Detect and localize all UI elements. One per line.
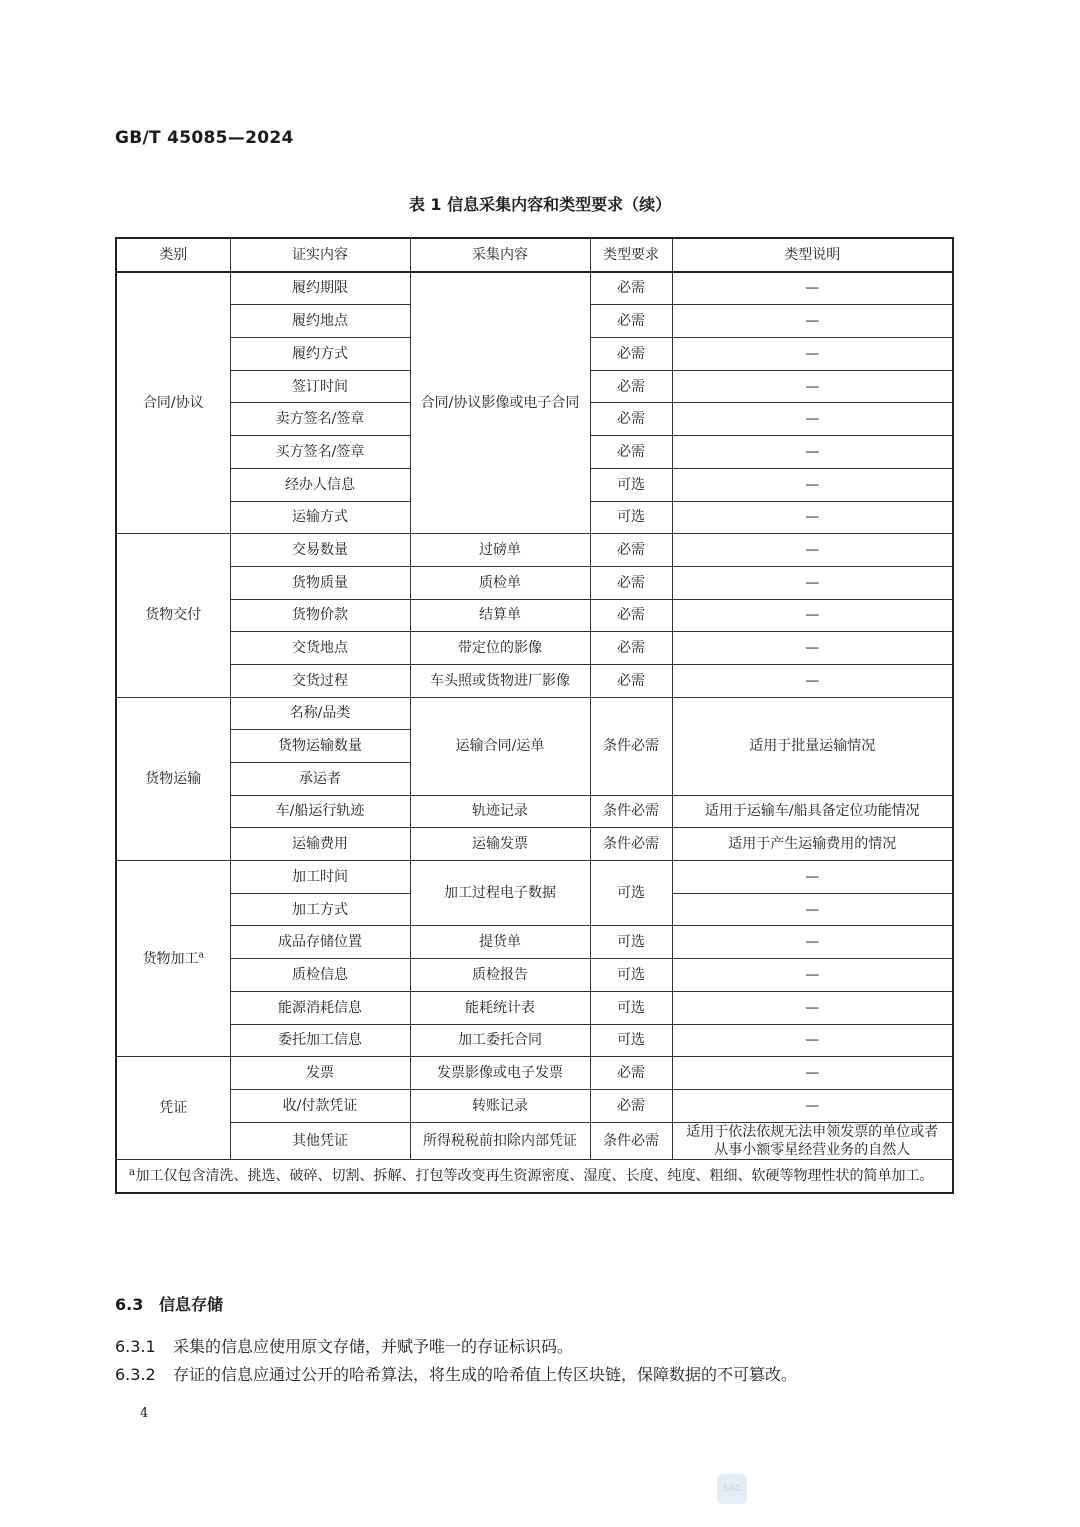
note-cell: 适用于批量运输情况 [672, 697, 953, 795]
req-cell: 必需 [590, 534, 672, 567]
note-cell: — [672, 1057, 953, 1090]
note-cell: — [672, 861, 953, 894]
item-cell: 名称/品类 [230, 697, 410, 730]
column-header: 类别 [116, 238, 230, 272]
note-cell: — [672, 926, 953, 959]
category-text: 货物加工 [142, 950, 199, 967]
column-header: 类型说明 [672, 238, 953, 272]
req-cell: 必需 [590, 599, 672, 632]
info-collection-table [115, 237, 954, 1194]
note-cell: — [672, 403, 953, 436]
category-cell: 合同/协议 [116, 272, 230, 534]
req-cell: 可选 [590, 1024, 672, 1057]
item-cell: 收/付款凭证 [230, 1089, 410, 1122]
clause [115, 1362, 797, 1385]
clause-text: 存证的信息应通过公开的哈希算法，将生成的哈希值上传区块链，保障数据的不可篡改。 [173, 1365, 798, 1384]
collect-cell: 加工过程电子数据 [410, 861, 590, 926]
item-cell: 能源消耗信息 [230, 991, 410, 1024]
column-header: 证实内容 [230, 238, 410, 272]
req-cell: 可选 [590, 468, 672, 501]
collect-cell [410, 272, 590, 534]
note-cell: — [672, 305, 953, 338]
collect-cell: 质检报告 [410, 959, 590, 992]
note-cell: — [672, 1089, 953, 1122]
req-cell: 可选 [590, 926, 672, 959]
note-cell: — [672, 534, 953, 567]
collect-cell: 能耗统计表 [410, 991, 590, 1024]
item-cell: 承运者 [230, 763, 410, 796]
footnote-text: 加工仅包含清洗、挑选、破碎、切割、拆解、打包等改变再生资源密度、湿度、长度、纯度、粗细、软硬等物理性状的简单加工。 [135, 1167, 934, 1184]
note-cell: — [672, 338, 953, 371]
item-cell: 运输费用 [230, 828, 410, 861]
note-cell: — [672, 566, 953, 599]
req-cell: 必需 [590, 272, 672, 305]
note-cell [672, 1122, 953, 1159]
table-row [116, 861, 953, 894]
collect-cell: 转账记录 [410, 1089, 590, 1122]
item-cell: 运输方式 [230, 501, 410, 534]
req-cell: 必需 [590, 1057, 672, 1090]
req-cell: 必需 [590, 632, 672, 665]
note-cell: — [672, 991, 953, 1024]
table-row [116, 991, 953, 1024]
table-row [116, 599, 953, 632]
item-cell: 货物运输数量 [230, 730, 410, 763]
req-cell: 必需 [590, 1089, 672, 1122]
item-cell: 加工方式 [230, 893, 410, 926]
note-cell: — [672, 1024, 953, 1057]
collect-cell: 车头照或货物进厂影像 [410, 664, 590, 697]
item-cell: 交货地点 [230, 632, 410, 665]
item-cell: 质检信息 [230, 959, 410, 992]
note-cell: — [672, 664, 953, 697]
page-number: 4 [140, 1406, 149, 1421]
table-row [116, 926, 953, 959]
req-cell: 可选 [590, 991, 672, 1024]
category-cell: 凭证 [116, 1057, 230, 1160]
category-cell: 货物运输 [116, 697, 230, 860]
column-header: 类型要求 [590, 238, 672, 272]
collect-cell [410, 1122, 590, 1159]
table-row [116, 664, 953, 697]
collect-cell: 带定位的影像 [410, 632, 590, 665]
table-row [116, 534, 953, 567]
note-cell: — [672, 501, 953, 534]
collect-text: 合同/协议影像或电子合同 [420, 394, 580, 411]
item-cell: 货物质量 [230, 566, 410, 599]
table-row [116, 566, 953, 599]
table-row [116, 1057, 953, 1090]
note-cell: — [672, 436, 953, 469]
footnote-mark: a [129, 1166, 135, 1178]
item-cell: 卖方签名/签章 [230, 403, 410, 436]
table-row [116, 697, 953, 730]
footnote-cell [116, 1159, 953, 1192]
table-row [116, 828, 953, 861]
req-cell: 条件必需 [590, 1122, 672, 1159]
req-cell: 条件必需 [590, 828, 672, 861]
table-row [116, 795, 953, 828]
note-cell: — [672, 632, 953, 665]
section-title: 信息存储 [159, 1295, 224, 1314]
note-cell: — [672, 272, 953, 305]
category-cell [116, 861, 230, 1057]
footnote-mark: a [198, 949, 204, 960]
table-row [116, 959, 953, 992]
req-cell: 必需 [590, 305, 672, 338]
note-cell: 适用于运输车/船具备定位功能情况 [672, 795, 953, 828]
collect-cell: 运输合同/运单 [410, 697, 590, 795]
table-header-row [116, 238, 953, 272]
item-cell: 加工时间 [230, 861, 410, 894]
req-cell: 条件必需 [590, 697, 672, 795]
item-cell: 经办人信息 [230, 468, 410, 501]
table-title: 表 1 信息采集内容和类型要求（续） [408, 195, 672, 214]
item-cell: 委托加工信息 [230, 1024, 410, 1057]
collect-cell: 质检单 [410, 566, 590, 599]
category-cell: 货物交付 [116, 534, 230, 697]
clause-number: 6.3.2 [115, 1365, 156, 1384]
note-text: 适用于依法依规无法申领发票的单位或者从事小额零星经营业务的自然人 [686, 1123, 939, 1158]
req-cell: 必需 [590, 436, 672, 469]
footnote-row [116, 1159, 953, 1192]
req-cell: 必需 [590, 664, 672, 697]
note-cell: — [672, 370, 953, 403]
req-cell: 可选 [590, 861, 672, 926]
item-cell: 其他凭证 [230, 1122, 410, 1159]
req-cell: 条件必需 [590, 795, 672, 828]
sac-logo-icon: SAC [717, 1474, 747, 1504]
note-cell: — [672, 599, 953, 632]
clause-text: 采集的信息应使用原文存储，并赋予唯一的存证标识码。 [173, 1337, 574, 1356]
item-cell: 履约期限 [230, 272, 410, 305]
item-cell: 履约方式 [230, 338, 410, 371]
req-cell: 必需 [590, 566, 672, 599]
section-heading [115, 1292, 223, 1315]
item-cell: 货物价款 [230, 599, 410, 632]
item-cell: 履约地点 [230, 305, 410, 338]
item-cell: 买方签名/签章 [230, 436, 410, 469]
note-cell: — [672, 959, 953, 992]
collect-cell: 结算单 [410, 599, 590, 632]
collect-cell: 提货单 [410, 926, 590, 959]
req-cell: 必需 [590, 403, 672, 436]
collect-cell: 运输发票 [410, 828, 590, 861]
table-row [116, 272, 953, 305]
item-cell: 签订时间 [230, 370, 410, 403]
table-row [116, 1024, 953, 1057]
clause [115, 1334, 573, 1357]
req-cell: 可选 [590, 501, 672, 534]
table-row [116, 1122, 953, 1159]
column-header: 采集内容 [410, 238, 590, 272]
item-cell: 成品存储位置 [230, 926, 410, 959]
note-cell: 适用于产生运输费用的情况 [672, 828, 953, 861]
item-cell: 交易数量 [230, 534, 410, 567]
collect-text: 所得税税前扣除内部凭证 [423, 1132, 577, 1149]
item-cell: 车/船运行轨迹 [230, 795, 410, 828]
note-cell: — [672, 468, 953, 501]
collect-cell: 发票影像或电子发票 [410, 1057, 590, 1090]
collect-cell: 过磅单 [410, 534, 590, 567]
item-cell: 交货过程 [230, 664, 410, 697]
req-cell: 必需 [590, 338, 672, 371]
note-cell: — [672, 893, 953, 926]
section-number: 6.3 [115, 1295, 144, 1314]
table-row [116, 1089, 953, 1122]
collect-cell: 轨迹记录 [410, 795, 590, 828]
req-cell: 可选 [590, 959, 672, 992]
item-cell: 发票 [230, 1057, 410, 1090]
clause-number: 6.3.1 [115, 1337, 156, 1356]
document-code: GB/T 45085—2024 [115, 128, 294, 148]
req-cell: 必需 [590, 370, 672, 403]
collect-cell: 加工委托合同 [410, 1024, 590, 1057]
table-row [116, 632, 953, 665]
